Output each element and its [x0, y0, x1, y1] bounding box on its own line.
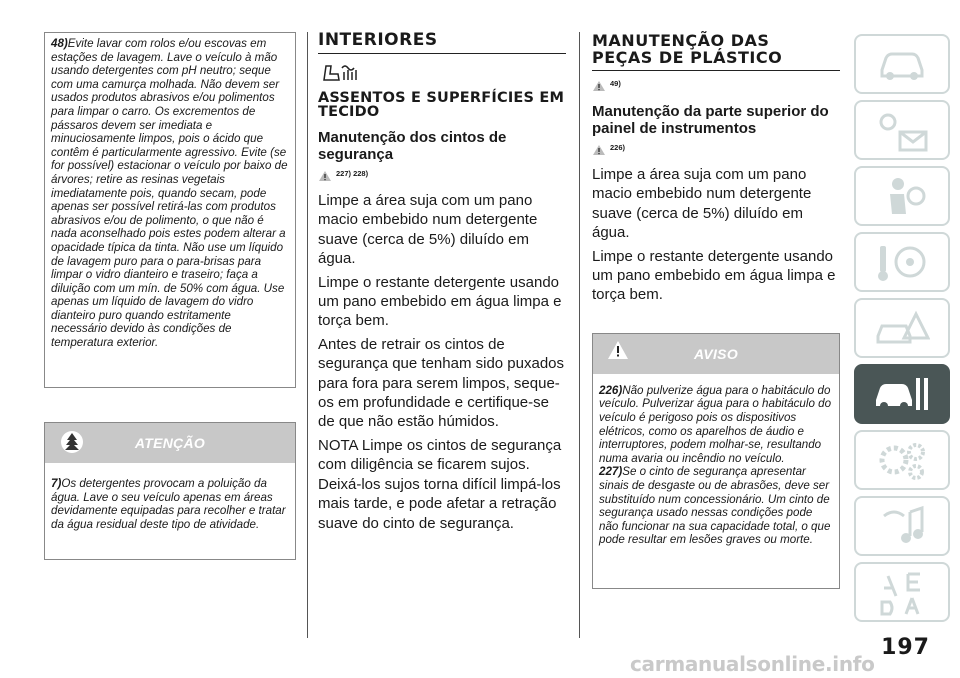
- note-227-text: Se o cinto de segurança apresentar sinais de desgaste ou de abrasões, deve ser substituído num concessionário. Um cinto de segurança usado nessas condições pode não funcionar na sua capacidade total, o que pode resultar em lesões graves ou morte.: [599, 465, 831, 547]
- car-icon: [876, 44, 928, 84]
- breakdown-car-icon: [874, 306, 930, 350]
- subsection-dashboard: Manutenção da parte superior do painel de instrumentos: [592, 103, 829, 137]
- right-column: [592, 32, 840, 589]
- warning-body: [592, 374, 840, 589]
- tab-car-overview[interactable]: [854, 34, 950, 94]
- section-title-seats: ASSENTOS E SUPERFÍCIES EM TECIDO: [318, 90, 565, 120]
- column-divider: [579, 32, 580, 638]
- warning-triangle-icon: [592, 143, 606, 161]
- note-7: [51, 477, 289, 531]
- chapter-title-plastics: [592, 32, 840, 66]
- tab-technical-data[interactable]: [854, 430, 950, 490]
- paragraph-2: Limpe o restante detergente usando um pano embebido em água limpa e torça bem.: [592, 247, 836, 304]
- note-227: [599, 465, 833, 547]
- attention-body: [44, 463, 296, 560]
- chapter-title-line2: PEÇAS DE PLÁSTICO: [592, 48, 783, 67]
- music-note-icon: [874, 504, 930, 548]
- left-column: [44, 32, 296, 560]
- subsection-seatbelts: Manutenção dos cintos de segurança: [318, 129, 507, 163]
- paragraph-5: Deixá-los sujos torna difícil limpá-los mais tarde, e pode afetar a retração suave do cinto de segurança.: [318, 475, 561, 532]
- chapter-underline: [592, 70, 840, 71]
- note-227-number: 227): [599, 465, 623, 479]
- note-48: [51, 37, 289, 350]
- note-226-text: Não pulverize água para o habitáculo do veículo. Pulverizar água para o habitáculo do veículo é perigoso pois os dispositivos elétricos, como os aparelhos de áudio e interruptores, podem molhar-se, resultando numa avaria ou incêndio no veículo.: [599, 383, 832, 465]
- note-226-number: 226): [599, 383, 623, 397]
- warning-triangle-icon: [318, 169, 332, 187]
- reference-numbers: 226): [610, 143, 626, 152]
- tab-multimedia[interactable]: [854, 496, 950, 556]
- note-box-48: [44, 32, 296, 388]
- note-48-text: Evite lavar com rolos e/ou escovas em estações de lavagem. Lave o veículo à mão usando detergentes com pH neutro; seque com uma camurça molhada. Não devem ser usados produtos abrasivos e/ou polimentos para limpar o carro. Os excrementos de pássaros devem ser imediata e minuciosamente limpos, pois o ácido que contêm é particularmente agressivo. Evite (se for possível) estacionar o veículo por baixo de árvores; retire as resinas vegetais imediatamente pois, quando secam, pode apenas ser possível retirá-las com produtos abrasivos e/ou de polimento, o que não é nada aconselhado pois estes podem alterar a opacidade típica da tinta. Não use um líquido de lavagem puro para o para-brisas para limpar o vidro dianteiro e traseiro; faça a diluição com um mín. de 50% com água. Use apenas um líquido de lavagem do vidro dianteiro puro quando estritamente necessário devido às condições de temperatura exterior.: [51, 37, 288, 350]
- tab-starting-driving[interactable]: [854, 232, 950, 292]
- note-7-text: Os detergentes provocam a poluição da água. Lave o seu veículo apenas em áreas devidamente equipadas para recolher e tratar da água residual deste tipo de atividade.: [51, 477, 286, 531]
- light-envelope-icon: [874, 108, 930, 152]
- chapter-title-interiores: INTERIORES: [318, 30, 438, 50]
- watermark: carmanualsonline.info: [630, 652, 875, 676]
- note-226: [599, 384, 833, 466]
- key-steering-wheel-icon: [874, 240, 930, 284]
- paragraph-1: Limpe a área suja com um pano macio embebido num detergente suave (cerca de 5%) diluído em água.: [592, 166, 812, 242]
- tab-safety[interactable]: [854, 166, 950, 226]
- reference-numbers: 49): [610, 79, 621, 88]
- tab-maintenance[interactable]: [854, 364, 950, 424]
- airbag-person-icon: [876, 174, 928, 218]
- tab-emergency[interactable]: [854, 298, 950, 358]
- reference-numbers: 227) 228): [336, 169, 369, 178]
- warning-title: AVISO: [693, 345, 739, 362]
- chapter-tabs: [854, 34, 954, 628]
- paragraph-1: Limpe a área suja com um pano macio embebido num detergente suave (cerca de 5%) diluído em água.: [318, 192, 538, 268]
- paragraph-3: Antes de retrair os cintos de segurança que tenham sido puxados para fora para serem limpos, seque-os em profundidade e certifique-se de que não estão húmidos.: [318, 335, 565, 431]
- warning-triangle-icon: [592, 79, 606, 97]
- warning-header: [592, 333, 840, 374]
- note-7-number: 7): [51, 477, 62, 490]
- note-48-number: 48): [51, 37, 68, 50]
- column-divider: [307, 32, 308, 638]
- paragraph-note: NOTA Limpe os cintos de segurança com diligência se ficarem sujos.: [318, 436, 562, 474]
- chapter-title-line1: MANUTENÇÃO DAS: [592, 31, 770, 50]
- car-wrench-icon: [872, 372, 932, 416]
- paragraph-2: Limpe o restante detergente usando um pano embebido em água limpa e torça bem.: [318, 273, 562, 330]
- seat-cleaning-icon: [322, 62, 566, 87]
- tab-warning-lights[interactable]: [854, 100, 950, 160]
- chapter-underline: [318, 53, 566, 54]
- page-number: 197: [881, 635, 930, 660]
- attention-title: ATENÇÃO: [134, 435, 206, 451]
- tab-index[interactable]: [854, 562, 950, 622]
- alphabet-index-icon: [872, 568, 932, 616]
- middle-column: [318, 32, 566, 533]
- attention-header: [44, 422, 296, 463]
- gears-icon: [874, 438, 930, 482]
